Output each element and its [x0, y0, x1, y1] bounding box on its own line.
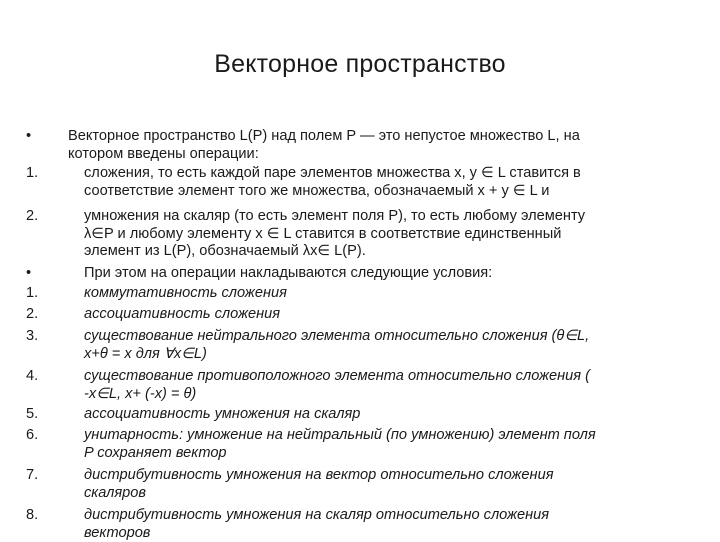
text-line: дистрибутивность умножения на вектор относительно сложения	[84, 467, 554, 483]
list-item-text	[84, 467, 684, 502]
text-line: ассоциативность сложения	[84, 306, 281, 322]
list-item-text	[68, 128, 668, 163]
list-item-text	[84, 265, 684, 283]
list-marker: 2.	[26, 306, 39, 322]
list-item-text	[84, 368, 684, 403]
list-marker: 1.	[26, 285, 39, 301]
text-line: P сохраняет вектор	[84, 444, 227, 461]
list-marker: 3.	[26, 328, 39, 344]
text-line: -x∈L, x+ (-x) = θ)	[84, 385, 197, 402]
text-line: унитарность: умножение на нейтральный (по умножению) элемент поля	[84, 427, 596, 443]
text-line: соответствие элемент того же множества, обозначаемый x + y ∈ L и	[84, 182, 550, 199]
text-line: существование противоположного элемента относительно сложения (	[84, 368, 591, 384]
text-line: x+θ = x для ∀x∈L)	[84, 345, 207, 362]
text-line: существование нейтрального элемента относительно сложения (θ∈L,	[84, 328, 590, 344]
text-line: ассоциативность умножения на скаляр	[84, 406, 361, 422]
text-line: дистрибутивность умножения на скаляр относительно сложения	[84, 507, 550, 523]
list-marker: •	[26, 265, 32, 281]
text-line: скаляров	[84, 484, 147, 501]
text-line: λ∈P и любому элементу x ∈ L ставится в соответствие единственный	[84, 225, 562, 242]
list-item-text	[84, 328, 684, 363]
list-item-text	[84, 285, 684, 303]
text-line: сложения, то есть каждой паре элементов множества x, y ∈ L ставится в	[84, 165, 581, 181]
list-marker: 7.	[26, 467, 39, 483]
list-marker: •	[26, 128, 32, 144]
text-line: которoм введены операции:	[68, 145, 259, 162]
text-line: векторов	[84, 524, 151, 541]
text-line: умножения на скаляр (то есть элемент поля P), то есть любому элементу	[84, 208, 586, 224]
list-marker: 4.	[26, 368, 39, 384]
list-item-text	[84, 406, 684, 424]
list-marker: 2.	[26, 208, 39, 224]
list-marker: 8.	[26, 507, 39, 523]
list-marker: 1.	[26, 165, 39, 181]
text-line: При этом на операции накладываются следующие условия:	[84, 265, 493, 281]
text-line: элемент из L(P), обозначаемый λx∈ L(P).	[84, 243, 366, 260]
list-item-text	[84, 165, 684, 200]
text-line: коммутативность сложения	[84, 285, 287, 301]
text-line: Векторное пространство L(P) над полем P — это непустое множество L, на	[68, 128, 580, 144]
list-item-text	[84, 427, 684, 462]
slide-title: Векторное пространство	[214, 50, 506, 78]
list-marker: 6.	[26, 427, 39, 443]
list-item-text	[84, 208, 684, 261]
list-item-text	[84, 306, 684, 324]
list-item-text	[84, 507, 684, 542]
list-marker: 5.	[26, 406, 39, 422]
